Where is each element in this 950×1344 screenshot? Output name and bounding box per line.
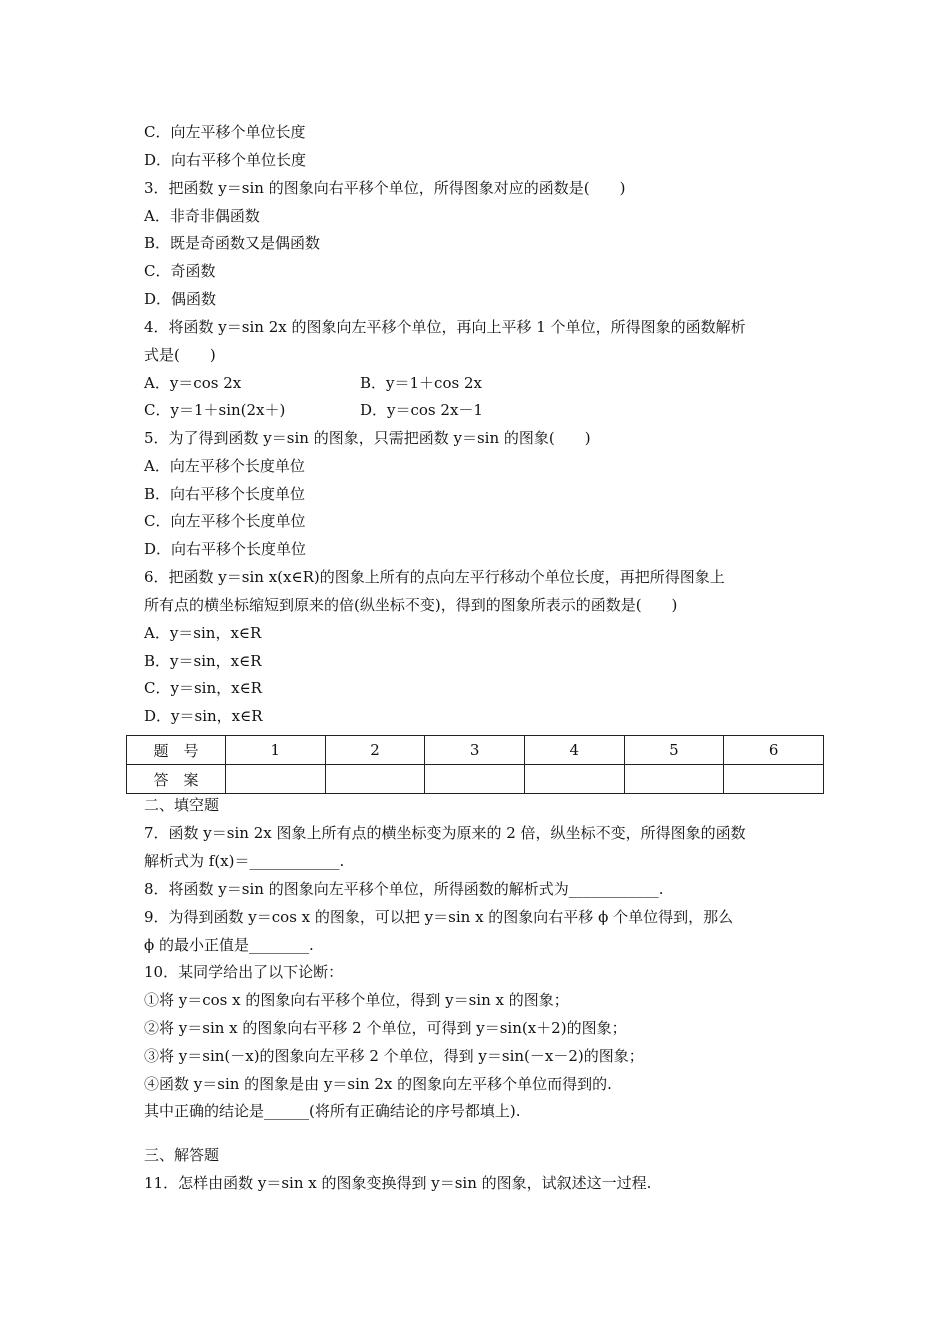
table-cell-answer bbox=[524, 765, 624, 794]
question-8: 8．将函数 y＝sin 的图象向左平移个单位，所得函数的解析式为____________. bbox=[144, 880, 664, 898]
table-cell-answer bbox=[724, 765, 824, 794]
question-11: 11．怎样由函数 y＝sin x 的图象变换得到 y＝sin 的图象，试叙述这一过程. bbox=[144, 1174, 652, 1192]
option-5b: B．向右平移个长度单位 bbox=[144, 485, 306, 503]
question-9-cont: ϕ 的最小正值是________. bbox=[144, 936, 314, 954]
statement-4: ④函数 y＝sin 的图象是由 y＝sin 2x 的图象向左平移个单位而得到的. bbox=[144, 1075, 612, 1093]
table-cell-number: 1 bbox=[226, 736, 326, 765]
option-6d: D．y＝sin，x∈R bbox=[144, 707, 263, 725]
question-4-cont: 式是( ) bbox=[144, 346, 216, 364]
option-4b: B．y＝1＋cos 2x bbox=[360, 374, 482, 392]
table-cell-answer bbox=[624, 765, 724, 794]
table-header-number: 题 号 bbox=[127, 736, 226, 765]
option-4d: D．y＝cos 2x－1 bbox=[360, 401, 483, 419]
table-cell-number: 6 bbox=[724, 736, 824, 765]
statement-2: ②将 y＝sin x 的图象向右平移 2 个单位，可得到 y＝sin(x＋2)的图象； bbox=[144, 1019, 627, 1037]
question-3: 3．把函数 y＝sin 的图象向右平移个单位，所得图象对应的函数是( ) bbox=[144, 179, 626, 197]
question-7: 7．函数 y＝sin 2x 图象上所有点的横坐标变为原来的 2 倍，纵坐标不变，所得图象的函数 bbox=[144, 824, 746, 842]
table-cell-answer bbox=[325, 765, 425, 794]
option-5c: C．向左平移个长度单位 bbox=[144, 512, 306, 530]
statement-1: ①将 y＝cos x 的图象向右平移个单位，得到 y＝sin x 的图象； bbox=[144, 991, 569, 1009]
table-row bbox=[127, 765, 824, 794]
question-4: 4．将函数 y＝sin 2x 的图象向左平移个单位，再向上平移 1 个单位，所得图象的函数解析 bbox=[144, 318, 746, 336]
option-3c: C．奇函数 bbox=[144, 262, 216, 280]
option-5a: A．向左平移个长度单位 bbox=[144, 457, 305, 475]
table-row bbox=[127, 736, 824, 765]
table-cell-number: 2 bbox=[325, 736, 425, 765]
question-5: 5．为了得到函数 y＝sin 的图象，只需把函数 y＝sin 的图象( ) bbox=[144, 429, 591, 447]
option-5d: D．向右平移个长度单位 bbox=[144, 540, 307, 558]
option-3a: A．非奇非偶函数 bbox=[144, 207, 260, 225]
option-3b: B．既是奇函数又是偶函数 bbox=[144, 234, 321, 252]
option-6b: B．y＝sin，x∈R bbox=[144, 652, 262, 670]
table-header-answer: 答 案 bbox=[127, 765, 226, 794]
option-3d: D．偶函数 bbox=[144, 290, 217, 308]
table-cell-number: 5 bbox=[624, 736, 724, 765]
table-cell-answer bbox=[425, 765, 525, 794]
table-cell-number: 4 bbox=[524, 736, 624, 765]
option-6a: A．y＝sin，x∈R bbox=[144, 624, 262, 642]
answer-table bbox=[126, 735, 824, 794]
table-cell-number: 3 bbox=[425, 736, 525, 765]
question-6-cont: 所有点的横坐标缩短到原来的倍(纵坐标不变)，得到的图象所表示的函数是( ) bbox=[144, 596, 678, 614]
option-2d: D．向右平移个单位长度 bbox=[144, 151, 307, 169]
question-9: 9．为得到函数 y＝cos x 的图象，可以把 y＝sin x 的图象向右平移 ϕ 个单位得到，那么 bbox=[144, 908, 734, 926]
question-10-conclusion: 其中正确的结论是______(将所有正确结论的序号都填上). bbox=[144, 1102, 521, 1120]
question-10: 10．某同学给出了以下论断： bbox=[144, 963, 344, 981]
option-4a: A．y＝cos 2x bbox=[144, 374, 242, 392]
statement-3: ③将 y＝sin(－x)的图象向左平移 2 个单位，得到 y＝sin(－x－2)的图象； bbox=[144, 1047, 644, 1065]
section-solve: 三、解答题 bbox=[144, 1146, 220, 1164]
question-7-cont: 解析式为 f(x)＝____________. bbox=[144, 852, 345, 870]
option-4c: C．y＝1＋sin(2x＋) bbox=[144, 401, 286, 419]
question-6: 6．把函数 y＝sin x(x∈R)的图象上所有的点向左平行移动个单位长度，再把所得图象上 bbox=[144, 568, 725, 586]
section-fill-blank: 二、填空题 bbox=[144, 796, 220, 814]
option-2c: C．向左平移个单位长度 bbox=[144, 123, 306, 141]
table-cell-answer bbox=[226, 765, 326, 794]
option-6c: C．y＝sin，x∈R bbox=[144, 679, 262, 697]
